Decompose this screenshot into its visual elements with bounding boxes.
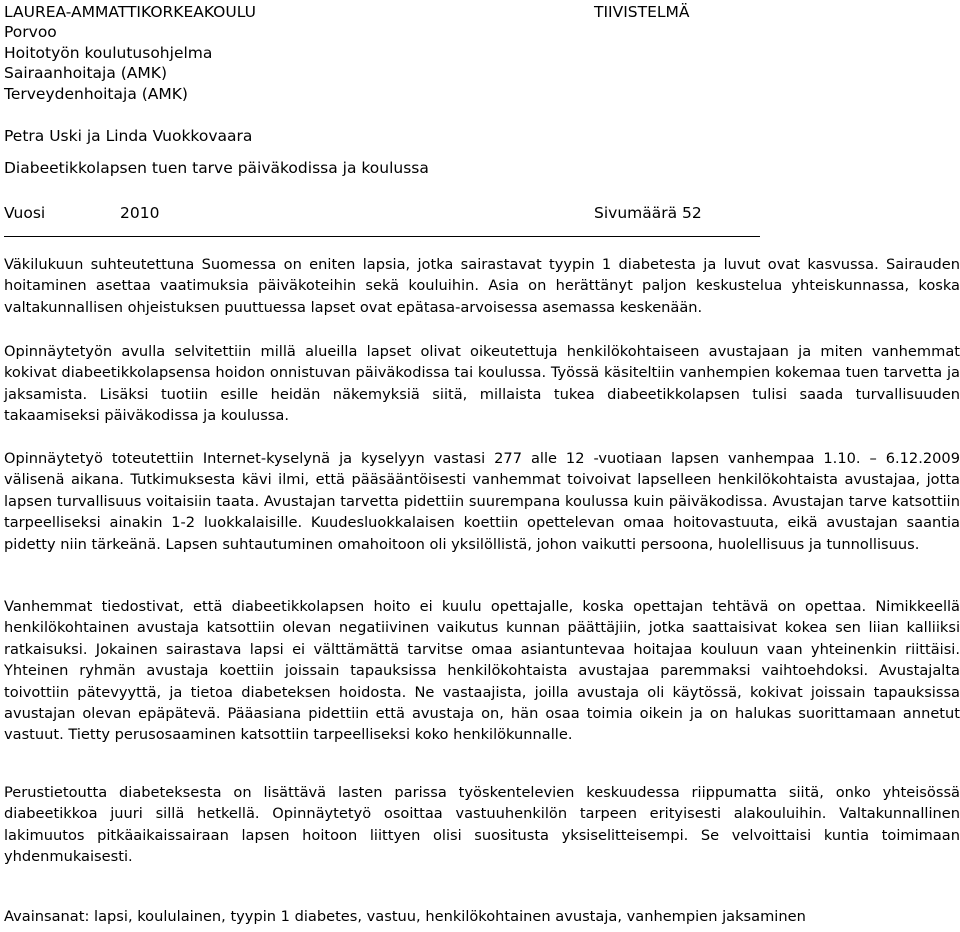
degree-2: Terveydenhoitaja (AMK) [4,84,188,103]
header-block [4,2,256,104]
paragraph-3: Opinnäytetyö toteutettiin Internet-kyselynä ja kyselyyn vastasi 277 alle 12 -vuotiaan lapsen vanhempaa 1.10. – 6.12.2009 välisenä aikana. Tutkimuksesta kävi ilmi, että pääsääntöisesti vanhemmat toivoivat lapselleen henkilökohtaista avustajaa, jotta lapsen turvallisuus voitaisiin taata. Avustajan tarvetta pidettiin suurempana koulussa kuin päiväkodissa. Avustajan tarve katsottiin tarpeelliseksi ainakin 1-2 luokkalaisille. Kuudesluokkalaisen koettiin opettelevan omaa hoitovastuuta, eikä avustajan saantia pidetty niin tärkeänä. Lapsen suhtautuminen omahoitoon oli yksilöllistä, johon vaikutti persoona, huolellisuus ja tunnollisuus. [4,450,960,553]
year-label: Vuosi [4,204,46,222]
programme-name: Hoitotyön koulutusohjelma [4,43,213,62]
authors: Petra Uski ja Linda Vuokkovaara [4,127,253,145]
header-divider [4,236,760,237]
paragraph-5: Perustietoutta diabeteksesta on lisättävä lasten parissa työskentelevien keskuudessa riippumatta siitä, onko yhteisössä diabeetikkoa juuri sillä hetkellä. Opinnäytetyö osoittaa vastuuhenkilön tarpeen erityisesti alakouluihin. Valtakunnallinen lakimuutos pitkäaikaissairaan lapsen hoitoon liittyen olisi suositusta yksiselitteisempi. Se velvoittaisi kuntia toimimaan yhdenmukaisesti. [4,784,960,866]
paragraph-2: Opinnäytetyön avulla selvitettiin millä alueilla lapset olivat oikeutettuja henkilökohtaiseen avustajaan ja miten vanhemmat kokivat diabeetikkolapsensa hoidon onnistuvan päiväkodissa tai koulussa. Työssä käsiteltiin vanhempien kokemaa tuen tarvetta ja jaksamista. Lisäksi tuotiin esille heidän näkemyksiä siitä, millaista tukea diabeetikkolapsen tulisi saada turvallisuuden takaamiseksi päiväkodissa ja koulussa. [4,343,960,425]
campus-name: Porvoo [4,23,57,42]
degree-1: Sairaanhoitaja (AMK) [4,64,167,83]
thesis-title: Diabeetikkolapsen tuen tarve päiväkodissa ja koulussa [4,159,429,177]
page-count: Sivumäärä 52 [594,204,702,222]
keywords: Avainsanat: lapsi, koululainen, tyypin 1 diabetes, vastuu, henkilökohtainen avustaja, vanhempien jaksaminen [4,908,806,925]
document-type: TIIVISTELMÄ [594,3,690,21]
year-value: 2010 [120,204,160,222]
paragraph-4: Vanhemmat tiedostivat, että diabeetikkolapsen hoito ei kuulu opettajalle, koska opettajan tehtävä on opettaa. Nimikkeellä henkilökohtainen avustaja katsottiin olevan negatiivinen vaikutus kunnan päättäjiin, jotka saattaisivat kokea sen liian kalliiksi ratkaisuksi. Jokainen sairastava lapsi ei välttämättä tarvitse omaa asiantuntevaa hoitajaa kouluun vaan yhteinenkin riittäisi. Yhteinen ryhmän avustaja koettiin joissain tapauksissa henkilökohtaista avustajaa paremmaksi vaihtoehdoksi. Avustajalta toivottiin pätevyyttä, ja tietoa diabeteksen hoidosta. Ne vastaajista, joilla avustaja oli käytössä, kokivat joissain tapauksissa avustajan olevan epäpätevä. Pääasiana pidettiin että avustaja on, hän osaa toimia oikein ja on halukas suorittamaan annetut vastuut. Tietty perusosaaminen katsottiin tarpeelliseksi koko henkilökunnalle. [4,598,960,744]
institution-name: LAUREA-AMMATTIKORKEAKOULU [4,3,256,21]
paragraph-1: Väkilukuun suhteutettuna Suomessa on eniten lapsia, jotka sairastavat tyypin 1 diabetesta ja luvut ovat kasvussa. Sairauden hoitaminen asettaa vaatimuksia päiväkoteihin sekä kouluihin. Asia on herättänyt paljon keskustelua yhteiskunnassa, koska valtakunnallisen ohjeistuksen puuttuessa lapset ovat epätasa-arvoisessa asemassa keskenään. [4,256,960,316]
